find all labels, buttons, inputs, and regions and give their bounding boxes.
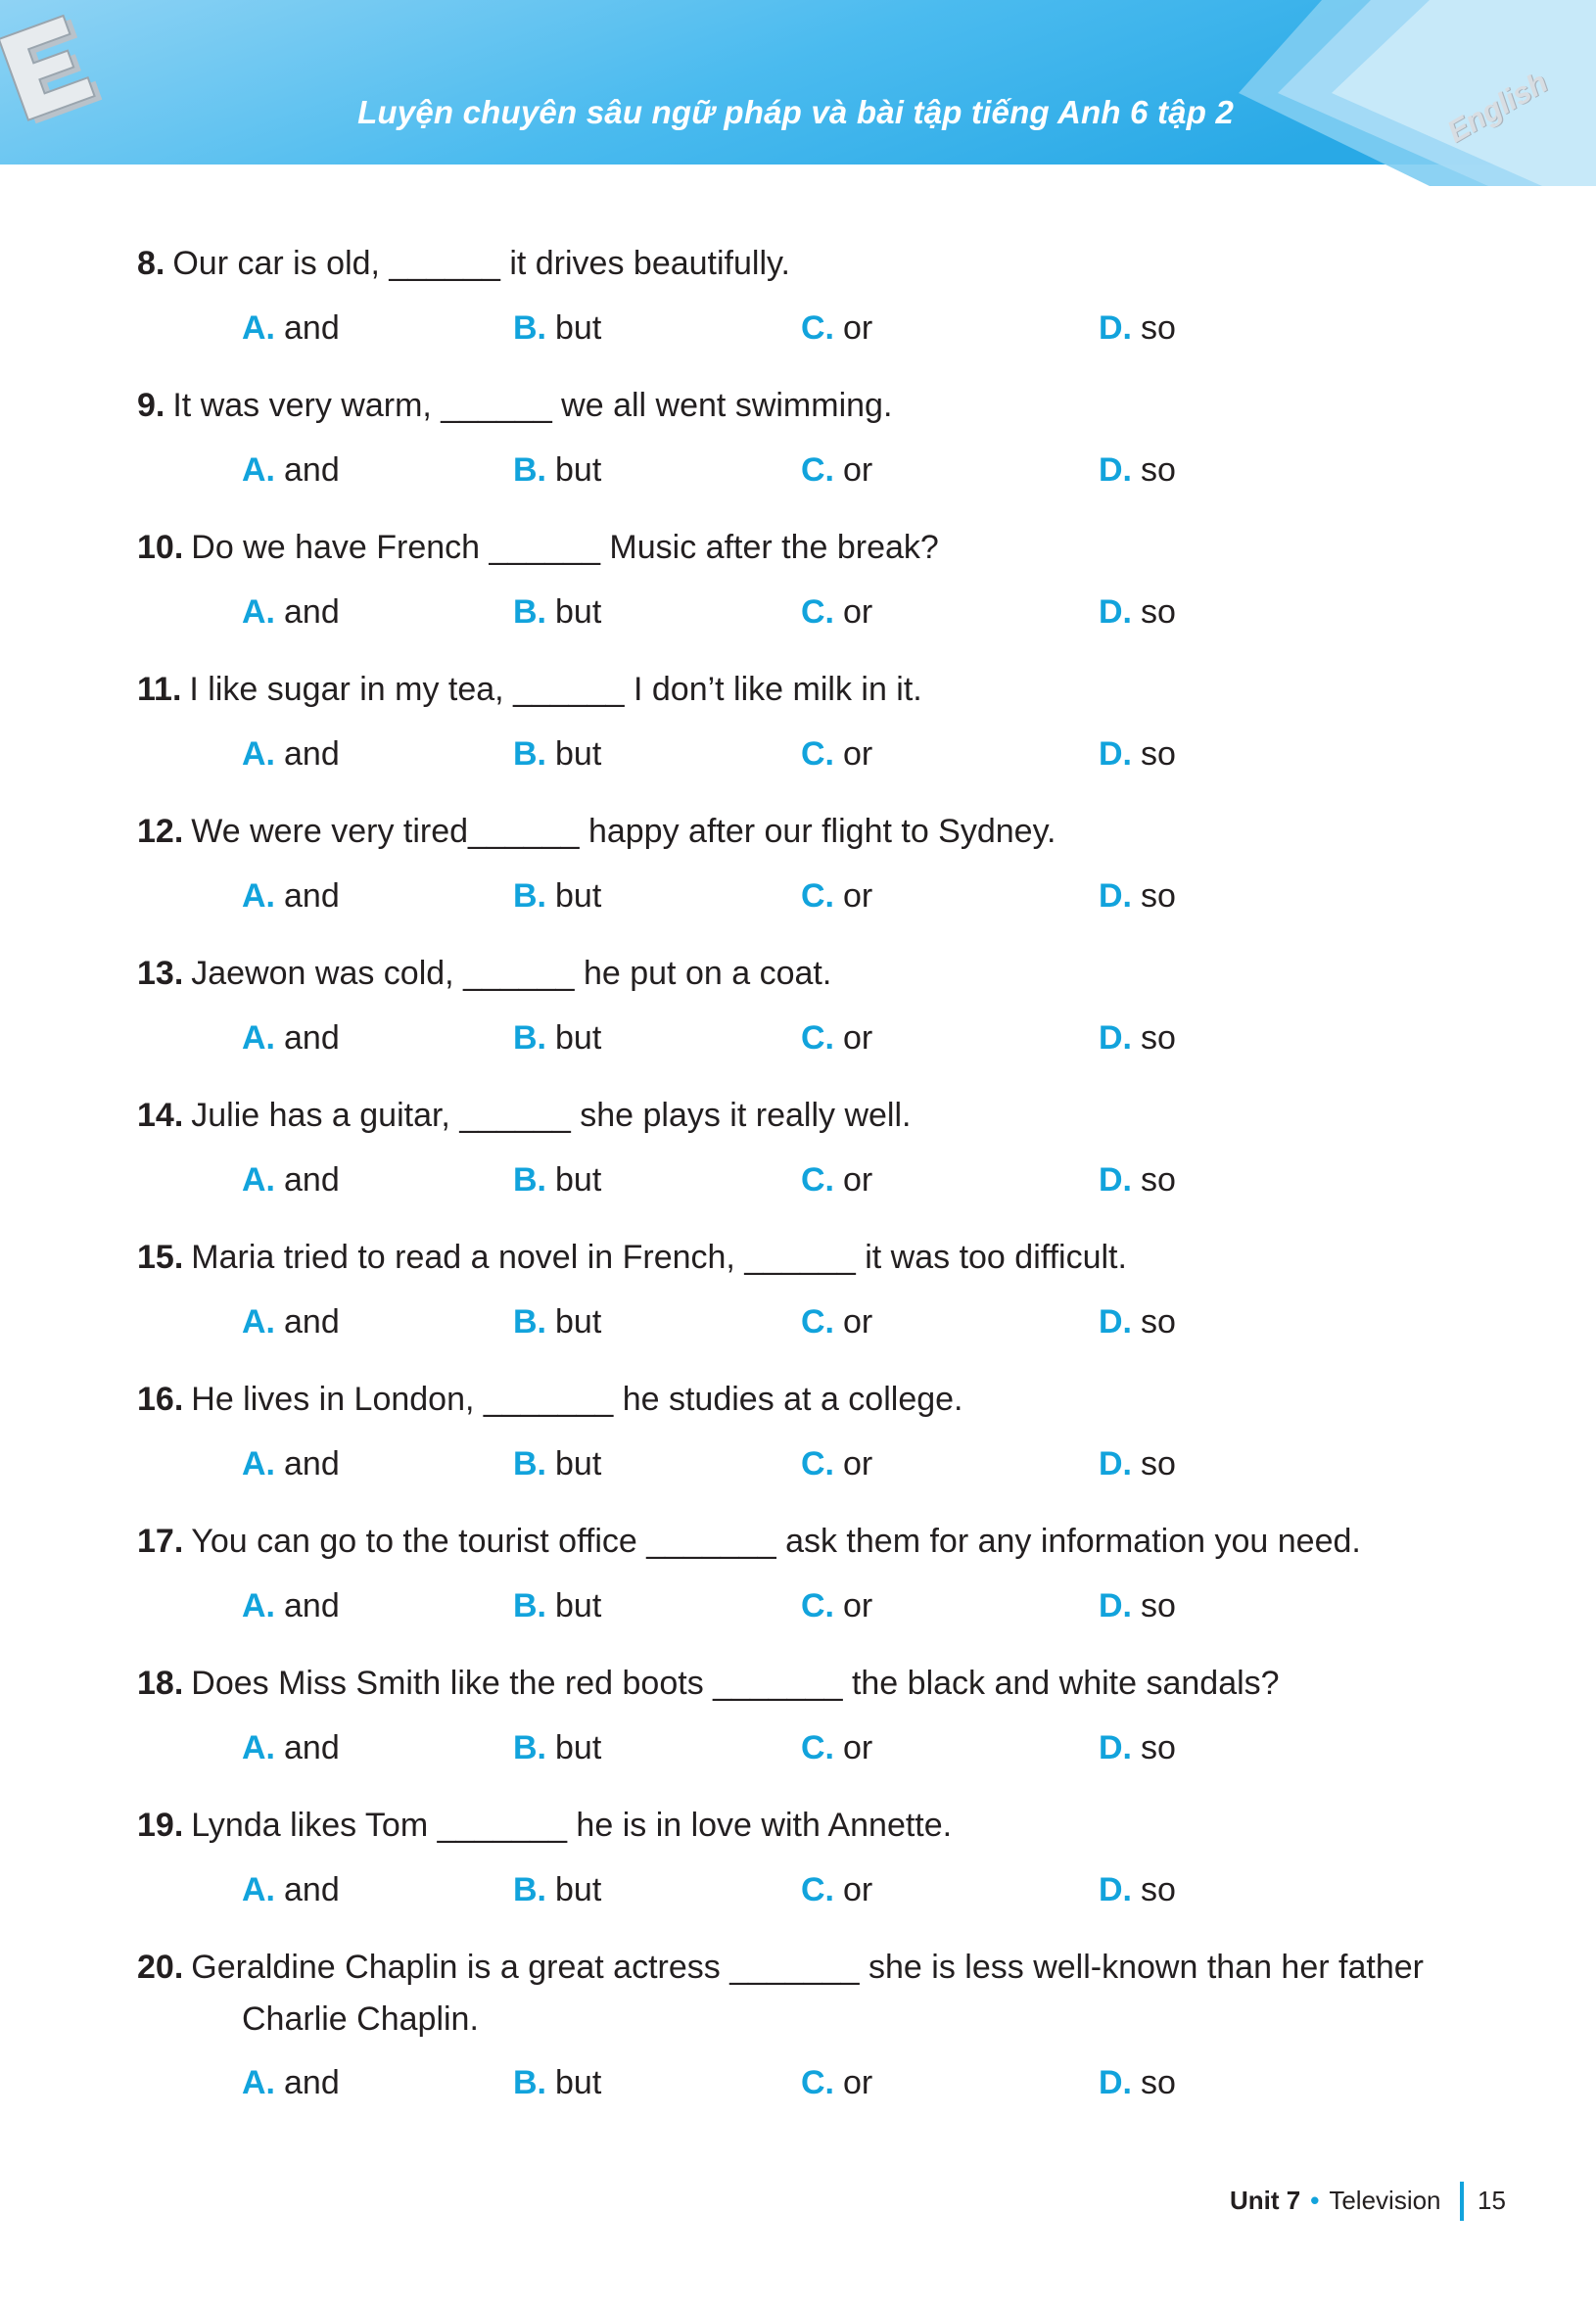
option-b[interactable] [513,309,601,348]
option-text: so [1141,2064,1176,2101]
question-18 [137,1658,1449,1710]
option-d[interactable] [1099,451,1176,490]
option-c[interactable] [801,1729,872,1767]
option-text: but [555,1161,602,1199]
page-header [0,0,1596,186]
footer-divider [1460,2182,1464,2221]
option-letter: B. [513,451,546,489]
option-text: and [284,1587,340,1624]
option-d[interactable] [1099,1729,1176,1767]
option-text: but [555,2064,602,2101]
option-text: so [1141,1587,1176,1624]
option-letter: A. [242,451,275,489]
option-a[interactable] [242,1729,340,1767]
option-letter: D. [1099,1871,1132,1908]
option-text: but [555,1303,602,1341]
footer-topic: Television [1329,2186,1441,2215]
option-text: but [555,451,602,489]
option-c[interactable] [801,1445,872,1483]
option-a[interactable] [242,1019,340,1058]
option-letter: C. [801,1019,834,1057]
question-text-continued: Charlie Chaplin. [242,2000,479,2038]
option-text: and [284,1303,340,1341]
option-letter: C. [801,1587,834,1624]
option-b[interactable] [513,1161,601,1200]
option-a[interactable] [242,2064,340,2102]
option-letter: D. [1099,451,1132,489]
option-d[interactable] [1099,877,1176,916]
option-text: but [555,1871,602,1908]
option-b[interactable] [513,877,601,916]
question-number: 8. [137,245,165,282]
option-text: and [284,1445,340,1482]
answer-options [0,1019,1596,1062]
option-text: so [1141,593,1176,631]
question-number: 10. [137,529,184,566]
option-letter: C. [801,1871,834,1908]
footer-unit: Unit 7 [1230,2186,1301,2215]
option-letter: A. [242,1729,275,1766]
question-8 [137,238,1449,290]
option-a[interactable] [242,877,340,916]
option-letter: A. [242,1303,275,1341]
option-letter: D. [1099,1445,1132,1482]
option-a[interactable] [242,593,340,632]
option-letter: C. [801,1161,834,1199]
option-d[interactable] [1099,1019,1176,1058]
question-text: It was very warm, ______ we all went swimming. [172,387,893,424]
question-15 [137,1232,1449,1284]
option-d[interactable] [1099,1445,1176,1483]
option-text: but [555,593,602,631]
option-letter: D. [1099,735,1132,773]
question-13 [137,948,1449,1000]
option-text: and [284,593,340,631]
option-letter: B. [513,1161,546,1199]
question-12 [137,806,1449,858]
option-d[interactable] [1099,309,1176,348]
question-text: Does Miss Smith like the red boots _______ the black and white sandals? [191,1665,1280,1702]
option-letter: A. [242,593,275,631]
option-d[interactable] [1099,1303,1176,1341]
option-a[interactable] [242,1303,340,1341]
option-c[interactable] [801,309,872,348]
option-text: or [843,2064,873,2101]
option-letter: B. [513,1445,546,1482]
question-16 [137,1374,1449,1426]
question-17 [137,1516,1449,1568]
option-text: and [284,877,340,915]
option-letter: A. [242,877,275,915]
option-letter: A. [242,1587,275,1624]
option-text: or [843,309,873,347]
header-banner [0,0,1596,186]
option-text: or [843,1161,873,1199]
option-letter: C. [801,735,834,773]
option-letter: B. [513,1871,546,1908]
option-b[interactable] [513,593,601,632]
question-text: Maria tried to read a novel in French, ______ it was too difficult. [191,1239,1127,1276]
question-number: 19. [137,1807,184,1844]
question-number: 11. [137,671,182,708]
question-14 [137,1090,1449,1142]
option-letter: B. [513,1019,546,1057]
option-text: or [843,1303,873,1341]
option-letter: B. [513,877,546,915]
answer-options [0,1161,1596,1204]
option-b[interactable] [513,735,601,774]
option-a[interactable] [242,1445,340,1483]
answer-options [0,735,1596,778]
option-letter: C. [801,1303,834,1341]
question-number: 15. [137,1239,184,1276]
option-text: and [284,309,340,347]
option-b[interactable] [513,1445,601,1483]
option-letter: C. [801,2064,834,2101]
option-letter: D. [1099,877,1132,915]
option-letter: A. [242,1871,275,1908]
logo-text: English [1441,65,1554,150]
option-text: or [843,877,873,915]
question-text: He lives in London, _______ he studies at a college. [191,1381,963,1418]
option-c[interactable] [801,2064,872,2102]
answer-options [0,1445,1596,1488]
option-letter: A. [242,1019,275,1057]
answer-options [0,1587,1596,1630]
option-text: so [1141,1303,1176,1341]
option-letter: D. [1099,1019,1132,1057]
option-text: but [555,1587,602,1624]
option-b[interactable] [513,1587,601,1625]
option-d[interactable] [1099,1871,1176,1909]
option-text: and [284,1019,340,1057]
option-b[interactable] [513,2064,601,2102]
question-number: 12. [137,813,184,850]
option-c[interactable] [801,1161,872,1200]
answer-options [0,451,1596,494]
question-20 [137,1942,1449,2046]
question-number: 17. [137,1523,184,1560]
option-letter: D. [1099,1729,1132,1766]
question-text: Geraldine Chaplin is a great actress _______ she is less well-known than her father [191,1949,1424,1986]
option-text: or [843,1729,873,1766]
option-text: but [555,877,602,915]
option-c[interactable] [801,1871,872,1909]
option-c[interactable] [801,1019,872,1058]
option-b[interactable] [513,1019,601,1058]
answer-options [0,593,1596,636]
question-text: Julie has a guitar, ______ she plays it really well. [191,1097,912,1134]
option-c[interactable] [801,1303,872,1341]
option-text: so [1141,451,1176,489]
question-text: You can go to the tourist office _______ ask them for any information you need. [191,1523,1361,1560]
option-letter: D. [1099,2064,1132,2101]
header-title: Luyện chuyên sâu ngữ pháp và bài tập tiếng Anh 6 tập 2 [357,94,1234,130]
question-9 [137,380,1449,432]
question-text: Do we have French ______ Music after the break? [191,529,939,566]
option-text: but [555,1445,602,1482]
page-number: 15 [1478,2186,1506,2215]
option-text: so [1141,1445,1176,1482]
option-letter: C. [801,1729,834,1766]
option-text: or [843,735,873,773]
option-a[interactable] [242,309,340,348]
option-text: so [1141,1871,1176,1908]
option-letter: A. [242,1161,275,1199]
option-c[interactable] [801,1587,872,1625]
option-text: so [1141,1161,1176,1199]
option-text: but [555,309,602,347]
option-text: or [843,1871,873,1908]
option-text: and [284,2064,340,2101]
option-letter: B. [513,1303,546,1341]
option-text: but [555,1729,602,1766]
option-text: so [1141,877,1176,915]
answer-options [0,309,1596,353]
option-letter: B. [513,2064,546,2101]
english-logo-icon [0,0,171,147]
option-letter: B. [513,309,546,347]
option-text: or [843,451,873,489]
question-number: 9. [137,387,165,424]
option-a[interactable] [242,1871,340,1909]
option-text: so [1141,1729,1176,1766]
question-number: 16. [137,1381,184,1418]
question-19 [137,1800,1449,1852]
question-number: 13. [137,955,184,992]
page-footer [1230,2186,1506,2225]
question-number: 20. [137,1949,184,1986]
option-d[interactable] [1099,2064,1176,2102]
option-a[interactable] [242,1587,340,1625]
option-text: but [555,735,602,773]
question-text: Our car is old, ______ it drives beautifully. [172,245,790,282]
answer-options [0,1303,1596,1346]
option-letter: A. [242,735,275,773]
option-d[interactable] [1099,1587,1176,1625]
option-letter: D. [1099,1161,1132,1199]
option-text: or [843,1445,873,1482]
option-letter: C. [801,451,834,489]
option-a[interactable] [242,1161,340,1200]
question-text: We were very tired______ happy after our flight to Sydney. [191,813,1056,850]
option-letter: A. [242,1445,275,1482]
option-d[interactable] [1099,1161,1176,1200]
option-b[interactable] [513,1871,601,1909]
option-letter: A. [242,2064,275,2101]
option-letter: D. [1099,309,1132,347]
answer-options [0,2064,1596,2107]
question-text: Lynda likes Tom _______ he is in love with Annette. [191,1807,953,1844]
option-c[interactable] [801,593,872,632]
question-10 [137,522,1449,574]
question-text: Jaewon was cold, ______ he put on a coat. [191,955,832,992]
option-text: and [284,1871,340,1908]
option-c[interactable] [801,735,872,774]
option-b[interactable] [513,451,601,490]
option-letter: B. [513,1587,546,1624]
option-letter: D. [1099,1303,1132,1341]
option-text: and [284,1729,340,1766]
option-text: but [555,1019,602,1057]
answer-options [0,1871,1596,1914]
option-letter: C. [801,593,834,631]
option-letter: B. [513,593,546,631]
option-letter: C. [801,877,834,915]
option-c[interactable] [801,877,872,916]
option-c[interactable] [801,451,872,490]
question-text: I like sugar in my tea, ______ I don’t like milk in it. [189,671,922,708]
option-letter: C. [801,1445,834,1482]
option-text: and [284,735,340,773]
option-text: so [1141,309,1176,347]
question-number: 18. [137,1665,184,1702]
question-number: 14. [137,1097,184,1134]
option-text: so [1141,735,1176,773]
option-letter: D. [1099,1587,1132,1624]
option-text: or [843,1019,873,1057]
option-letter: A. [242,309,275,347]
option-text: or [843,593,873,631]
option-text: and [284,451,340,489]
option-letter: C. [801,309,834,347]
option-b[interactable] [513,1303,601,1341]
option-b[interactable] [513,1729,601,1767]
option-letter: B. [513,735,546,773]
option-a[interactable] [242,451,340,490]
option-text: and [284,1161,340,1199]
option-letter: B. [513,1729,546,1766]
option-d[interactable] [1099,593,1176,632]
footer-separator: • [1310,2186,1320,2215]
option-d[interactable] [1099,735,1176,774]
question-11 [137,664,1449,716]
answer-options [0,1729,1596,1772]
option-letter: D. [1099,593,1132,631]
option-text: so [1141,1019,1176,1057]
answer-options [0,877,1596,920]
option-text: or [843,1587,873,1624]
option-a[interactable] [242,735,340,774]
